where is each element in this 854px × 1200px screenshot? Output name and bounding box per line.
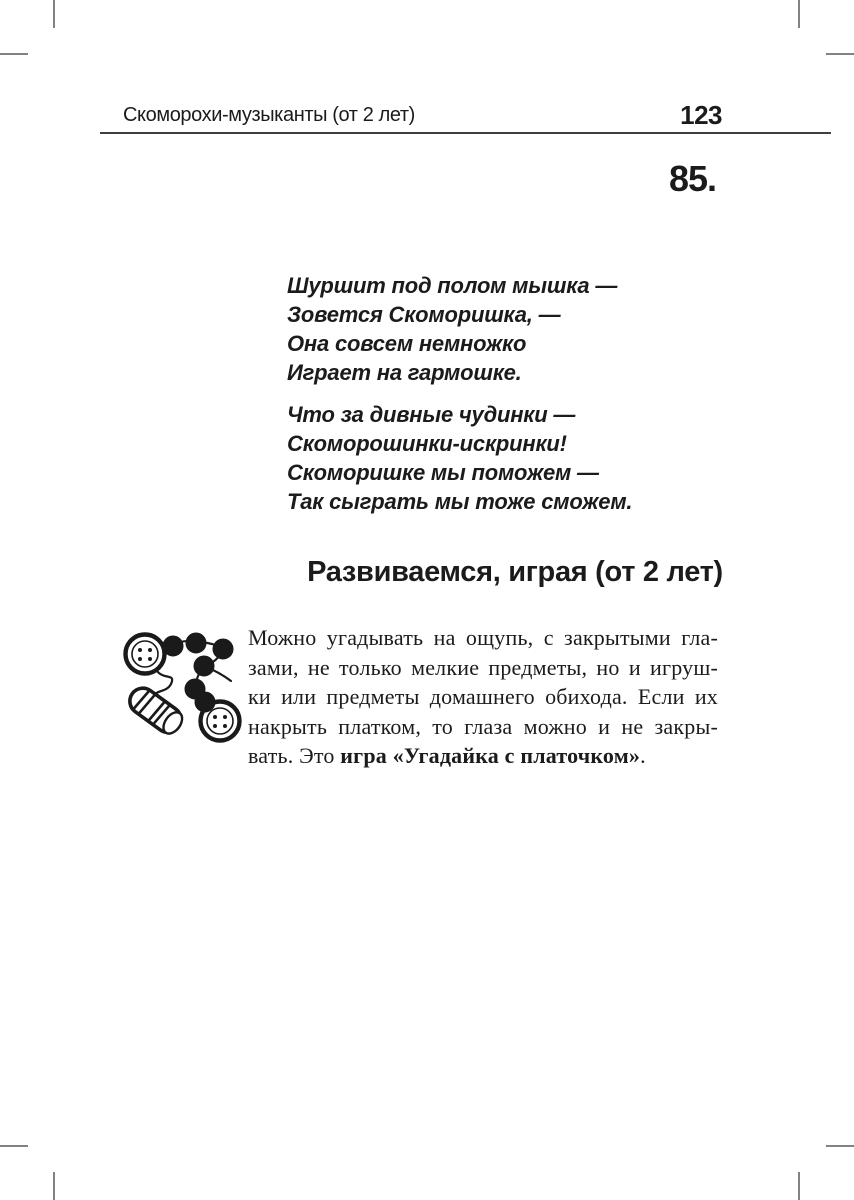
crop-mark-top-right-vertical <box>798 0 800 28</box>
poem-line: Играет на гармошке. <box>287 360 522 385</box>
crop-mark-bottom-right-horizontal <box>826 1145 854 1147</box>
poem-line: Она совсем немножко <box>287 331 527 356</box>
body-paragraph <box>248 623 718 771</box>
game-name-bold: игра «Угадайка с платочком» <box>340 743 641 768</box>
crop-mark-bottom-right-vertical <box>798 1172 800 1200</box>
paragraph-line: ки или предметы домашнего обихода. Если их <box>248 684 718 709</box>
buttons-beads-spool-illustration <box>101 614 249 752</box>
poem <box>287 271 632 516</box>
poem-stanza-1 <box>287 271 632 387</box>
paragraph-line: накрыть платком, то глаза можно и не закры- <box>248 713 718 739</box>
crop-mark-bottom-left-vertical <box>53 1172 55 1200</box>
header-rule <box>100 132 831 134</box>
crop-mark-top-left-horizontal <box>0 53 28 55</box>
paragraph-line: зами, не только мелкие предметы, но и игруш- <box>248 654 718 680</box>
section-heading: Развиваемся, играя (от 2 лет) <box>307 556 723 588</box>
running-title: Скоморохи-музыканты (от 2 лет) <box>123 104 415 126</box>
poem-line: Скоморошинки-искринки! <box>287 431 567 456</box>
poem-stanza-2 <box>287 400 632 516</box>
poem-line: Скоморишке мы поможем — <box>287 460 599 485</box>
paragraph-text: . <box>640 743 646 768</box>
activity-number: 85. <box>668 158 716 199</box>
poem-line: Зовется Скоморишка, — <box>287 302 561 327</box>
crop-mark-bottom-left-horizontal <box>0 1145 28 1147</box>
poem-line: Что за дивные чудинки — <box>287 402 576 427</box>
paragraph-text: вать. Это <box>248 743 341 768</box>
paragraph-line <box>248 741 718 771</box>
poem-line: Шуршит под полом мышка — <box>287 273 618 298</box>
page-number: 123 <box>680 100 722 130</box>
poem-line: Так сыграть мы тоже сможем. <box>287 489 633 514</box>
crop-mark-top-right-horizontal <box>826 53 854 55</box>
crop-mark-top-left-vertical <box>53 0 55 28</box>
paragraph-line: Можно угадывать на ощупь, с закрытыми гла- <box>248 625 718 650</box>
